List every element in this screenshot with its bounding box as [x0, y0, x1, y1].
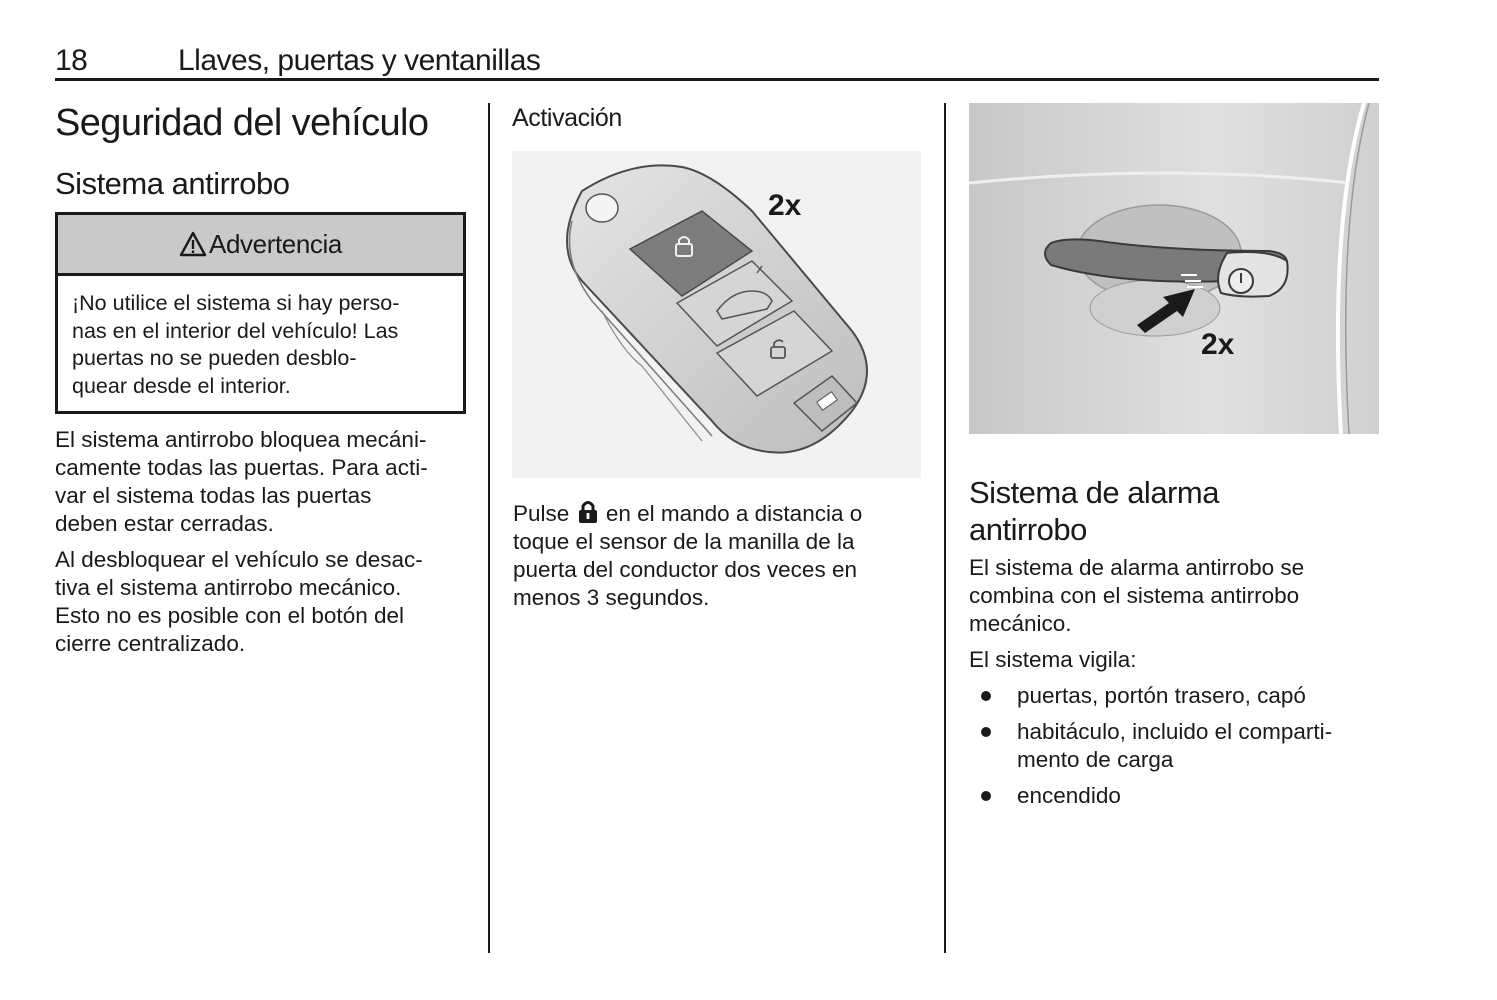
key-figure-label: 2x: [768, 189, 802, 222]
bullet-icon: [981, 727, 991, 737]
activation-instruction: [513, 500, 913, 612]
warning-title: Advertencia: [209, 228, 342, 259]
instruction-text: en el mando a distancia o toque el sensor de la manilla de la puerta del conductor dos veces en menos 3 segundos.: [513, 501, 863, 610]
section-title: Seguridad del vehículo: [55, 102, 429, 144]
column-divider: [488, 103, 490, 953]
monitored-items-list: [975, 682, 1379, 818]
paragraph-antitheft-description: El sistema antirrobo bloquea mecáni- camente todas las puertas. Para acti- var el sistema todas las puertas deben estar cerradas.: [55, 427, 428, 536]
header-rule: [55, 78, 1379, 81]
list-item: [975, 782, 1379, 810]
activation-heading: Activación: [512, 104, 622, 132]
page-number: 18: [55, 44, 88, 77]
alarm-description: El sistema de alarma antirrobo se combina con el sistema antirrobo mecánico.: [969, 555, 1305, 636]
warning-triangle-icon: [179, 231, 207, 257]
alarm-section-title: Sistema de alarma antirrobo: [969, 475, 1219, 547]
list-item: [975, 718, 1379, 774]
subsection-title: Sistema antirrobo: [55, 166, 290, 201]
lock-icon: [578, 500, 598, 524]
chapter-title: Llaves, puertas y ventanillas: [178, 44, 541, 77]
column-divider: [944, 103, 946, 953]
bullet-icon: [981, 691, 991, 701]
door-handle-drawing: [969, 103, 1379, 434]
warning-text: ¡No utilice el sistema si hay perso- nas en el interior del vehículo! Las puertas no se pueden desblo- quear desde el interior.: [72, 291, 400, 398]
warning-box: [55, 212, 466, 414]
key-fob-drawing: [512, 151, 921, 478]
warning-header: [58, 215, 463, 276]
door-handle-illustration: [969, 103, 1379, 434]
list-item-text: habitáculo, incluido el comparti- mento de carga: [1017, 719, 1333, 772]
bullet-icon: [981, 791, 991, 801]
key-fob-illustration: [512, 151, 921, 478]
list-item: [975, 682, 1379, 710]
paragraph-antitheft-unlock: Al desbloquear el vehículo se desac- tiva el sistema antirrobo mecánico. Esto no es posible con el botón del cierre centralizado.: [55, 547, 423, 656]
instruction-prefix: Pulse: [513, 501, 570, 526]
door-figure-label: 2x: [1201, 328, 1235, 361]
monitors-intro: El sistema vigila:: [969, 647, 1137, 672]
list-item-text: encendido: [1017, 783, 1121, 808]
list-item-text: puertas, portón trasero, capó: [1017, 683, 1306, 708]
